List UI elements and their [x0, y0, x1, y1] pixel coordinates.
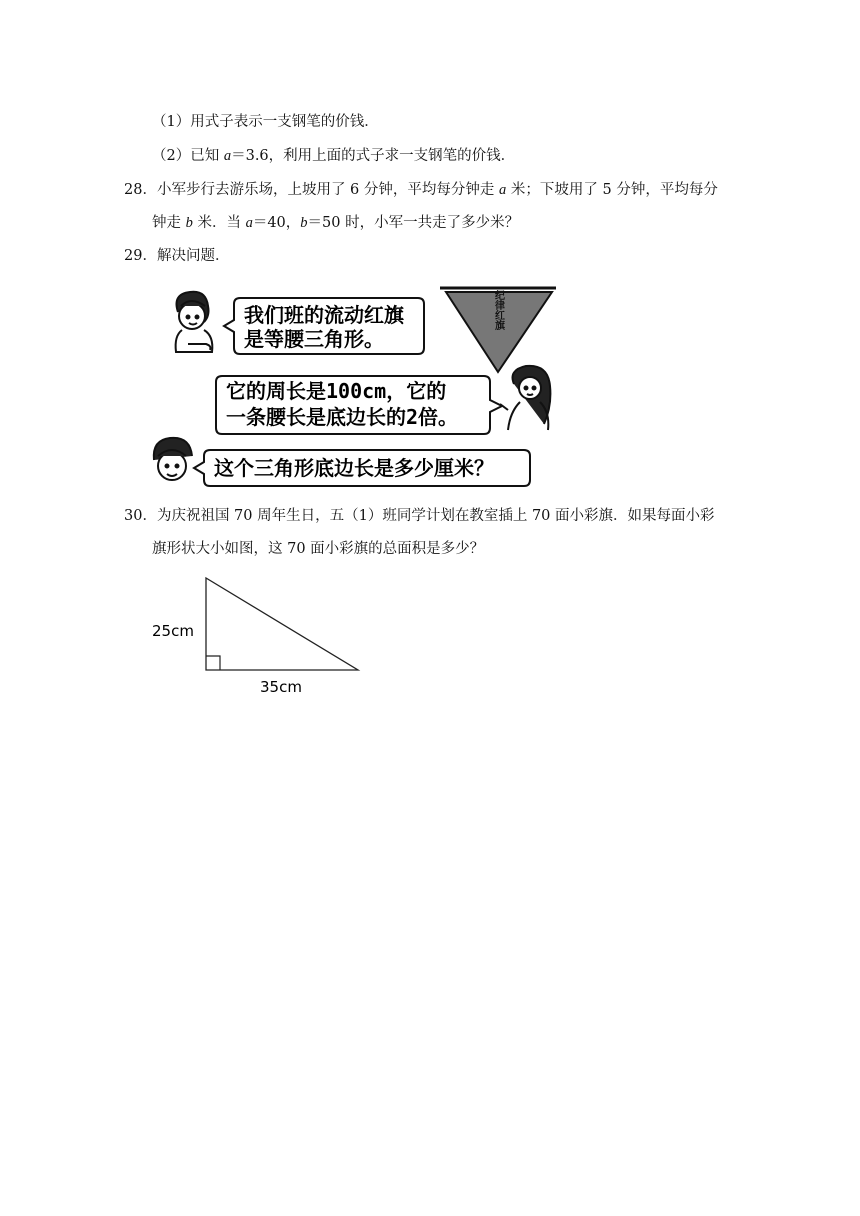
- q28-var-a: a: [499, 182, 507, 198]
- flag-right-triangle-figure: [148, 574, 364, 698]
- height-label: 25cm: [152, 622, 194, 640]
- flag-label: 纪律红旗: [492, 290, 504, 330]
- bubble3-text: 这个三角形底边长是多少厘米？: [214, 456, 494, 480]
- right-triangle: [206, 578, 358, 670]
- boy-character-2: [154, 438, 192, 480]
- bubble1-line1: 我们班的流动红旗: [244, 303, 404, 327]
- q28-line2-post: ＝50 时，小军一共走了多少米？: [307, 215, 520, 231]
- q28-var-a2: a: [245, 215, 253, 231]
- q28-line1: [124, 180, 718, 200]
- q30-line1: 30．为庆祝祖国 70 周年生日，五（1）班同学计划在教室插上 70 面小彩旗．如果每面小彩: [124, 508, 715, 524]
- q29-title: 29．解决问题．: [124, 248, 230, 264]
- bubble2-line2: 一条腰长是底边长的2倍。: [226, 405, 459, 429]
- q28-line2-mid2: ＝40，: [252, 215, 301, 231]
- bubble1-line2: 是等腰三角形。: [244, 327, 384, 351]
- q28-line2-pre: 钟走: [152, 215, 186, 231]
- girl-character: [500, 366, 550, 430]
- q30-line2: 旗形状大小如图，这 70 面小彩旗的总面积是多少？: [152, 541, 485, 557]
- q27-part1: （1）用式子表示一支钢笔的价钱．: [152, 114, 379, 130]
- q28-var-b: b: [185, 215, 193, 231]
- q27-part2-var: a: [223, 148, 232, 164]
- q29-cartoon-figure: [148, 284, 558, 490]
- base-label: 35cm: [260, 678, 302, 696]
- q28-var-b2: b: [300, 215, 308, 231]
- q27-part2: [152, 146, 515, 166]
- q28-line1-pre: 28．小军步行去游乐场，上坡用了 6 分钟，平均每分钟走: [124, 182, 500, 198]
- bubble2-line1: 它的周长是100cm，它的: [226, 379, 447, 403]
- q27-part2-pre: （2）已知: [152, 148, 224, 164]
- boy-character-1: [176, 292, 213, 352]
- q28-line1-post: 米；下坡用了 5 分钟，平均每分: [506, 182, 718, 198]
- q27-part2-post: ＝3.6，利用上面的式子求一支钢笔的价钱．: [231, 148, 516, 164]
- q28-line2-mid: 米．当: [192, 215, 246, 231]
- q28-line2: [152, 213, 519, 233]
